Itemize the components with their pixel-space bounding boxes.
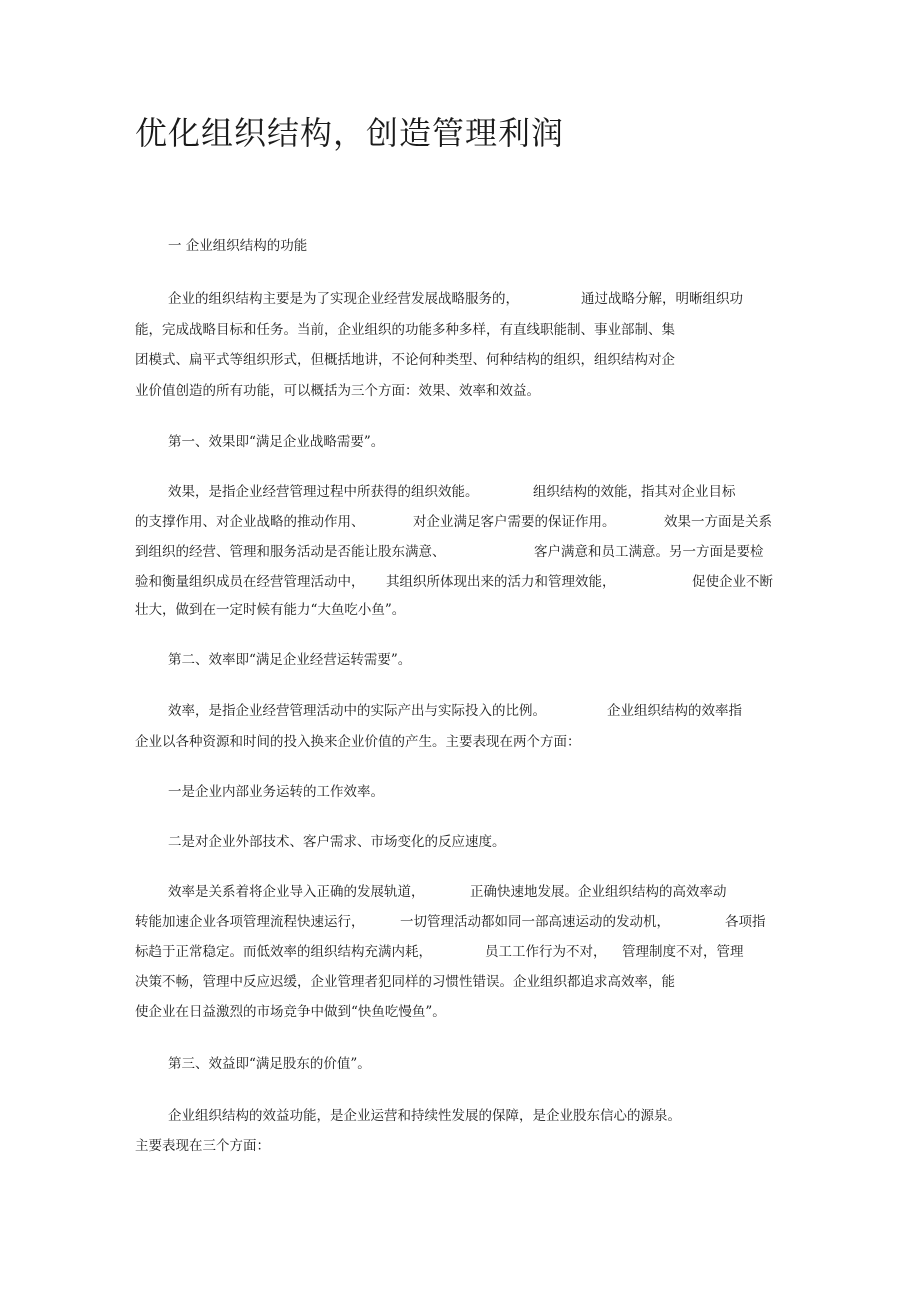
paragraph-line: 正确快速地发展。企业组织结构的高效率动 (470, 884, 727, 900)
subsection-heading: 第一、效果即“满足企业战略需要”。 (168, 434, 385, 450)
paragraph-line: 其组织所体现出来的活力和管理效能， (386, 574, 616, 590)
paragraph-line: 业价值创造的所有功能，可以概括为三个方面：效果、效率和效益。 (135, 383, 540, 399)
text-segment: 企业的组织结构主要是为了实现企业经营发展战略服务的， (168, 291, 519, 307)
list-item: 一是企业内部业务运转的工作效率。 (168, 784, 384, 800)
paragraph-line: 企业以各种资源和时间的投入换来企业价值的产生。主要表现在两个方面： (135, 734, 581, 750)
paragraph-line: 企业组织结构的效率指 (607, 703, 742, 719)
paragraph-line: 团模式、扁平式等组织形式，但概括地讲，不论何种类型、何种结构的组织，组织结构对企 (135, 352, 675, 368)
paragraph-line: 的支撑作用、对企业战略的推动作用、 (135, 514, 365, 530)
subsection-heading: 第三、效益即“满足股东的价值”。 (168, 1056, 371, 1072)
paragraph-line: 员工工作行为不对， (485, 944, 607, 960)
paragraph-line: 效率，是指企业经营管理活动中的实际产出与实际投入的比例。 (168, 703, 546, 719)
paragraph-line: 组织结构的效能，指其对企业目标 (533, 484, 736, 500)
paragraph-line: 使企业在日益激烈的市场竞争中做到“快鱼吃慢鱼”。 (135, 1004, 446, 1020)
paragraph-line: 能，完成战略目标和任务。当前，企业组织的功能多种多样，有直线职能制、事业部制、集 (135, 322, 675, 338)
paragraph-line: 壮大，做到在一定时候有能力“大鱼吃小鱼”。 (135, 602, 406, 618)
paragraph-line: 客户满意和员工满意。另一方面是要检 (534, 544, 764, 560)
paragraph-line: 到组织的经营、管理和服务活动是否能让股东满意、 (135, 544, 446, 560)
paragraph-line: 标趋于正常稳定。而低效率的组织结构充满内耗， (135, 944, 432, 960)
paragraph-line: 效率是关系着将企业导入正确的发展轨道， (168, 884, 425, 900)
document-title: 优化组织结构，创造管理利润 (135, 114, 565, 152)
section-heading: 一 企业组织结构的功能 (168, 238, 308, 254)
paragraph-line: 企业组织结构的效益功能，是企业运营和持续性发展的保障，是企业股东信心的源泉。 (168, 1108, 681, 1124)
paragraph-line: 主要表现在三个方面： (135, 1138, 270, 1154)
paragraph-line: 效果，是指企业经营管理过程中所获得的组织效能。 (168, 484, 479, 500)
paragraph-line (581, 289, 743, 309)
paragraph-line: 决策不畅，管理中反应迟缓，企业管理者犯同样的习惯性错误。企业组织都追求高效率，能 (135, 974, 675, 990)
paragraph-line: 转能加速企业各项管理流程快速运行， (135, 914, 365, 930)
paragraph-line: 效果一方面是关系 (664, 514, 772, 530)
paragraph-line (168, 289, 519, 309)
paragraph-line: 各项指 (725, 914, 766, 930)
text-segment: 通过战略分解，明晰组织功 (581, 291, 743, 307)
paragraph-line: 一切管理活动都如同一部高速运动的发动机， (400, 914, 670, 930)
paragraph-line: 管理制度不对，管理 (622, 944, 744, 960)
subsection-heading: 第二、效率即“满足企业经营运转需要”。 (168, 652, 412, 668)
list-item: 二是对企业外部技术、客户需求、市场变化的反应速度。 (168, 834, 506, 850)
paragraph-line: 对企业满足客户需要的保证作用。 (413, 514, 616, 530)
paragraph-line: 促使企业不断 (692, 574, 773, 590)
paragraph-line: 验和衡量组织成员在经营管理活动中， (135, 574, 365, 590)
